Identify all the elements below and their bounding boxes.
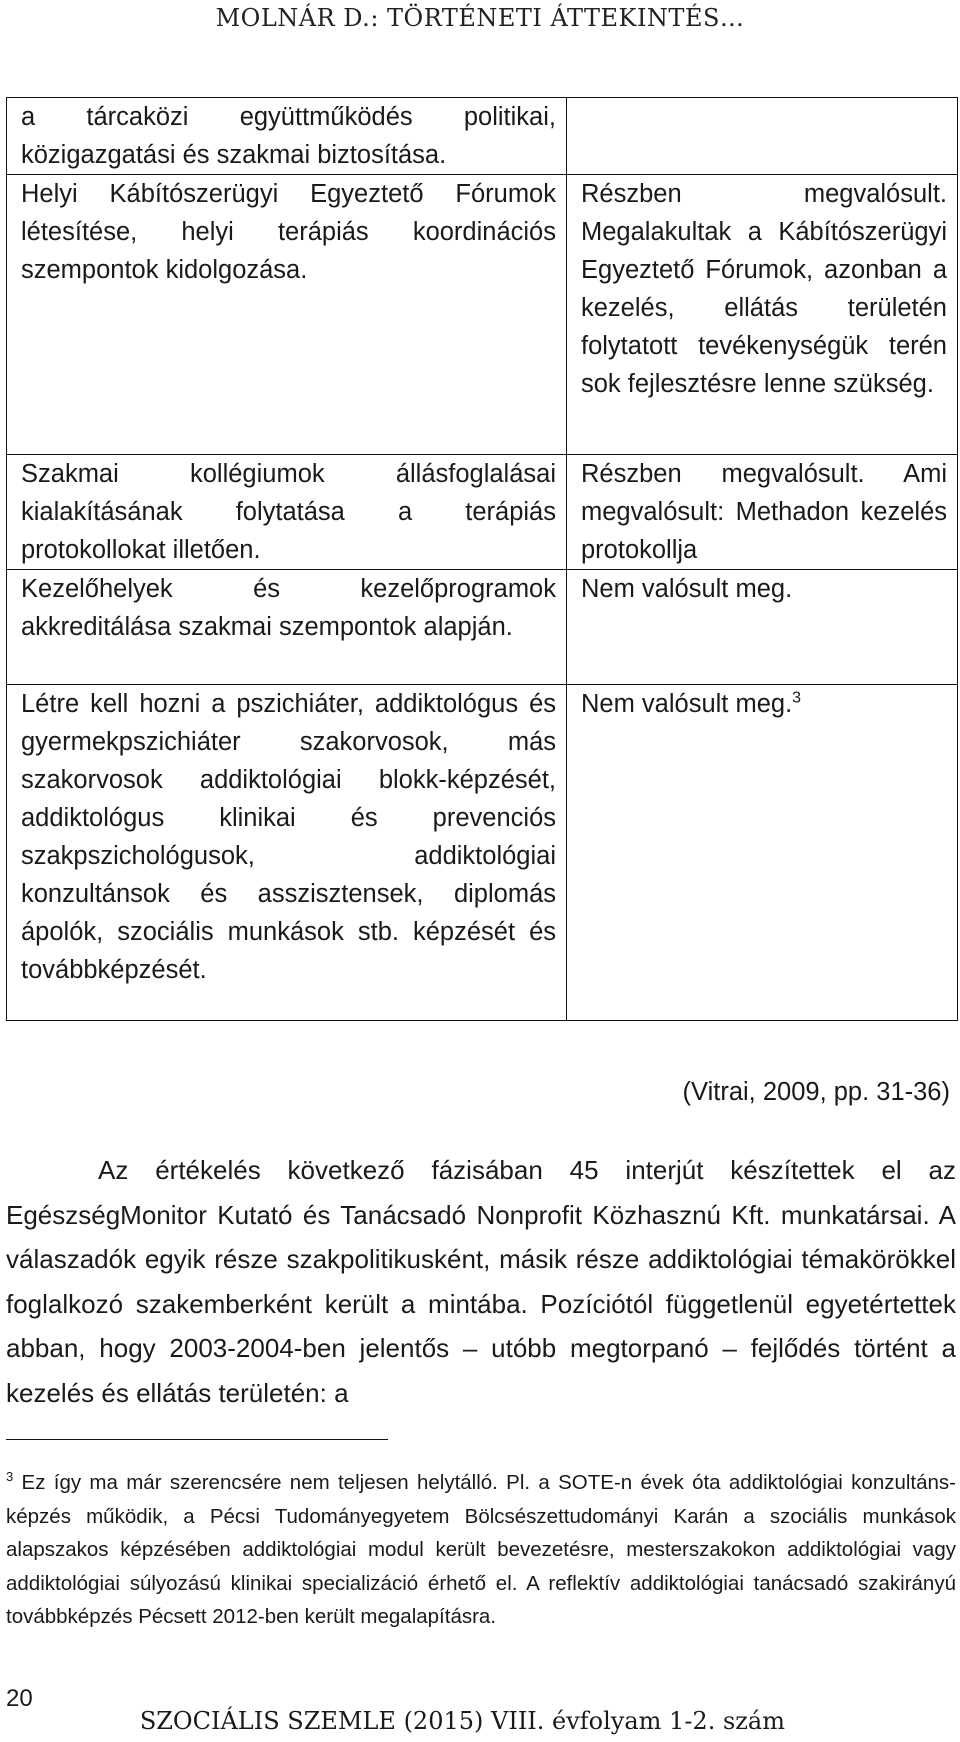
measures-table [6,97,958,1021]
status-text: Részben megvalósult. Megalakultak a Kábítószerügyi Egyeztető Fórumok, azonban a kezelés, ellátás területén folytatott tevékenységük terén sok fejlesztésre lenne szükség. [581,180,947,398]
status-text: Nem valósult meg. [581,575,793,603]
footnote-divider [6,1439,388,1440]
measure-text: Létre kell hozni a pszichiáter, addiktológus és gyermekpszichiáter szakorvosok, más szakorvosok addiktológiai blokk-képzését, addiktológus klinikai és prevenciós szakpszichológusok, addiktológiai konzultánsok és asszisztensek, diplomás ápolók, szociális munkások stb. képzését és továbbképzését. [21,690,556,984]
status-cell [567,685,958,1021]
measure-text: Kezelőhelyek és kezelőprogramok akkreditálása szakmai szempontok alapján. [21,575,556,641]
table-row [7,455,958,570]
status-cell [567,570,958,685]
running-footer [0,1707,960,1735]
table-row [7,98,958,175]
footnote-reference[interactable]: 3 [792,689,802,707]
source-citation: (Vitrai, 2009, pp. 31-36) [682,1078,950,1106]
status-cell [567,455,958,570]
measure-cell [7,455,567,570]
status-text [581,685,947,723]
measure-cell [7,98,567,175]
footnote-mark: 3 [6,1469,14,1485]
page-number: 20 [6,1685,33,1712]
measure-cell [7,685,567,1021]
status-cell [567,175,958,455]
footnote [6,1466,956,1634]
table-row [7,570,958,685]
table-row [7,685,958,1021]
measure-text: Szakmai kollégiumok állásfoglalásai kialakításának folytatása a terápiás protokollokat illetően. [21,460,556,564]
measure-cell [7,570,567,685]
status-cell [567,98,958,175]
measure-text: a tárcaközi együttműködés politikai, közigazgatási és szakmai biztosítása. [21,103,556,169]
measure-text: Helyi Kábítószerügyi Egyeztető Fórumok létesítése, helyi terápiás koordinációs szempontok kidolgozása. [21,180,556,284]
table-row [7,175,958,455]
running-header: MOLNÁR D.: TÖRTÉNETI ÁTTEKINTÉS… [215,4,745,32]
status-text: Részben megvalósult. Ami megvalósult: Methadon kezelés protokollja [581,460,947,564]
status-label: Nem valósult meg. [581,690,793,718]
measure-cell [7,175,567,455]
body-paragraph: Az értékelés következő fázisában 45 interjút készítettek el az EgészségMonitor Kutató és Tanácsadó Nonprofit Közhasznú Kft. munkatársai. A válaszadók egyik része szakpolitikusként, másik része addiktológiai témakörökkel foglalkozó szakemberként került a mintába. Pozíciótól függetlenül egyetértettek abban, hogy 2003-2004-ben jelentős – utóbb megtorpanó – fejlődés történt a kezelés és ellátás területén: a [6,1155,956,1408]
journal-title: SZOCIÁLIS SZEMLE (2015) VIII. évfolyam 1-2. szám [139,1707,785,1735]
footnote-text: Ez így ma már szerencsére nem teljesen helytálló. Pl. a SOTE-n évek óta addiktológiai konzultáns-képzés működik, a Pécsi Tudományegyetem Bölcsészettudományi Karán a szociális munkások alapszakos képzésében addiktológiai modul került bevezetésre, mesterszakokon addiktológiai vagy addiktológiai súlyozású klinikai specializáció érhető el. A reflektív addiktológiai tanácsadó szakirányú továbbképzés Pécsett 2012-ben került megalapításra. [6,1471,956,1628]
